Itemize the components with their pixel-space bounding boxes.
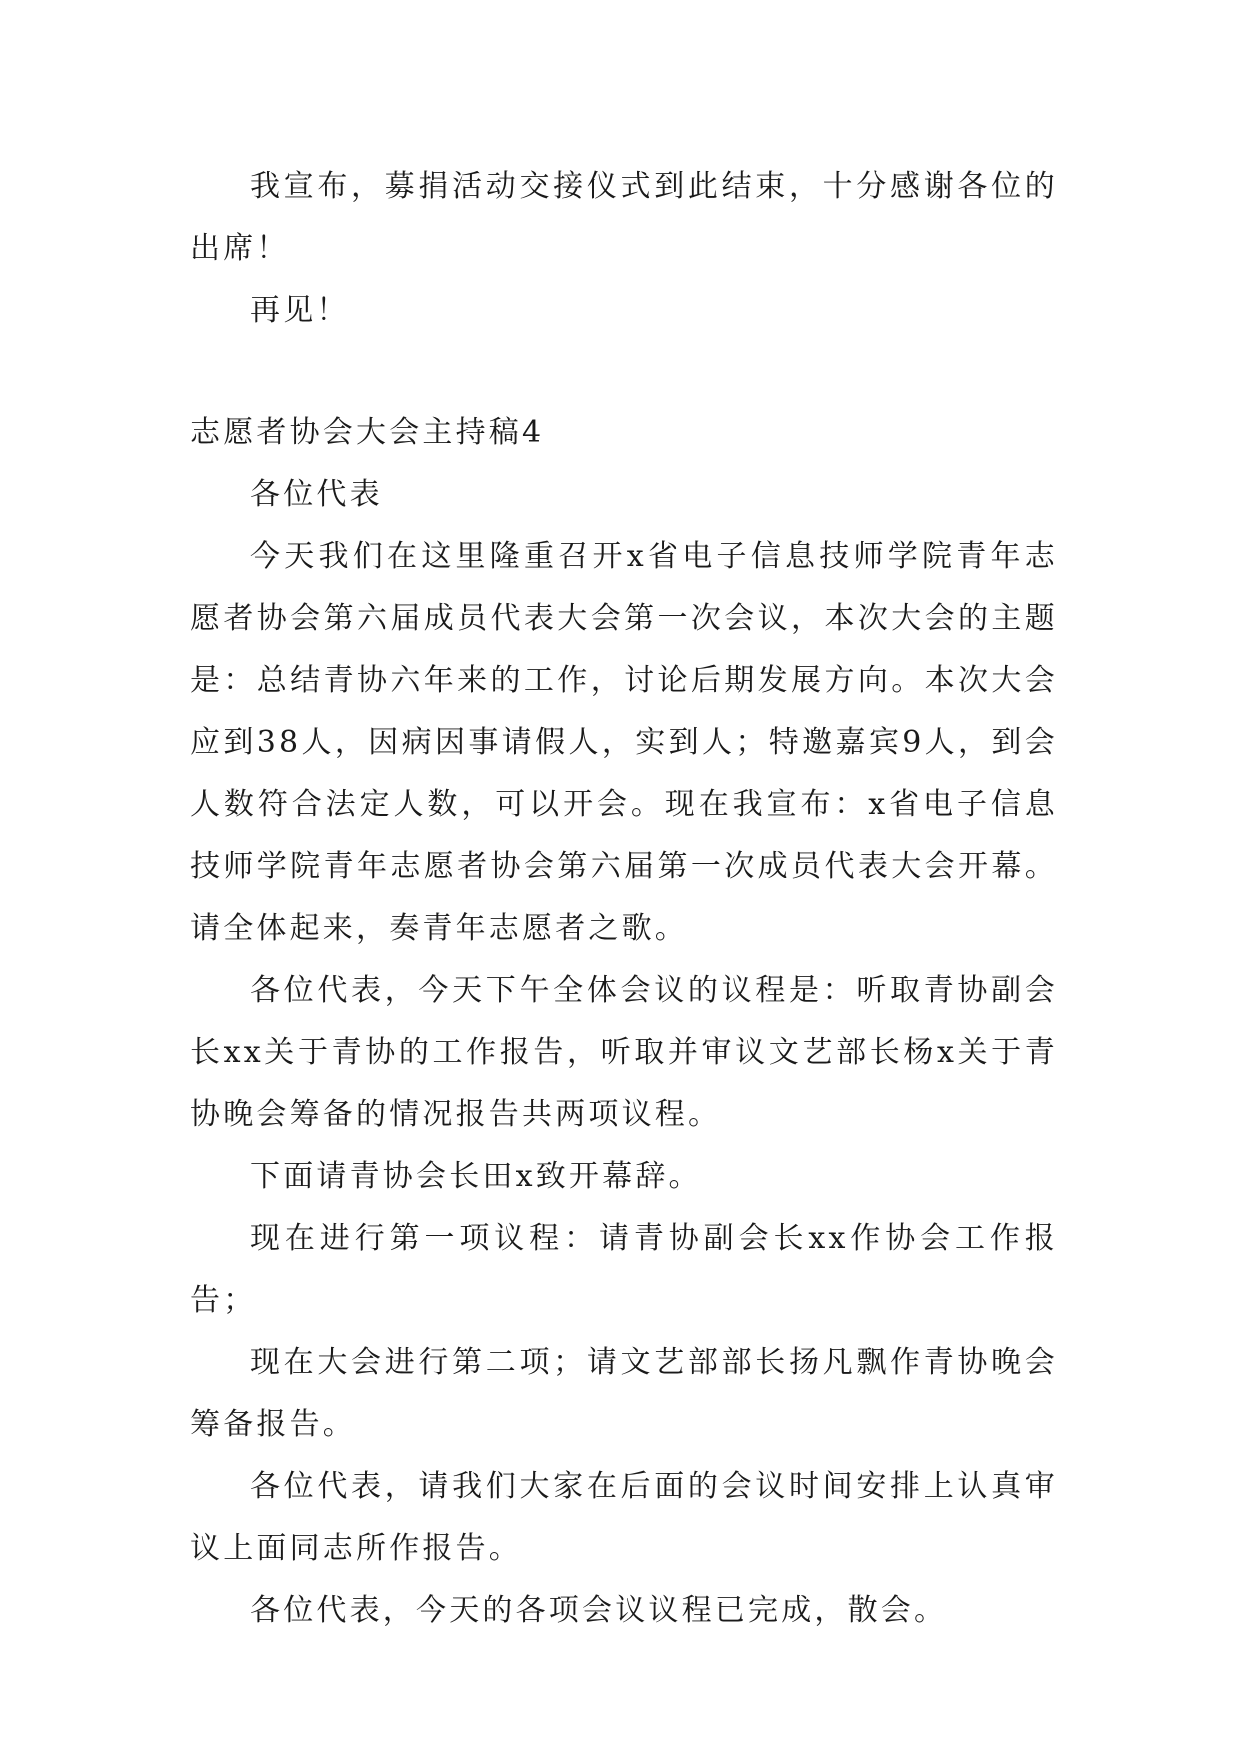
document-body [190, 156, 1058, 1642]
paragraph-closing-announcement: 我宣布，募捐活动交接仪式到此结束，十分感谢各位的出席！ [190, 169, 1058, 266]
section-title: 志愿者协会大会主持稿4 [190, 415, 545, 450]
paragraph-agenda: 各位代表，今天下午全体会议的议程是：听取青协副会长xx关于青协的工作报告，听取并审议文艺部长杨x关于青协晚会筹备的情况报告共两项议程。 [190, 973, 1058, 1132]
paragraph-adjourn: 各位代表，今天的各项会议议程已完成，散会。 [250, 1593, 948, 1628]
paragraph-salutation: 各位代表 [250, 477, 383, 512]
paragraph-second-item: 现在大会进行第二项；请文艺部部长扬凡飘作青协晚会筹备报告。 [190, 1345, 1058, 1442]
paragraph-goodbye: 再见！ [250, 293, 350, 328]
paragraph-opening-speech: 下面请青协会长田x致开幕辞。 [250, 1159, 702, 1194]
section-gap [190, 342, 1058, 394]
paragraph-first-item: 现在进行第一项议程：请青协副会长xx作协会工作报告； [190, 1221, 1058, 1318]
paragraph-opening: 今天我们在这里隆重召开x省电子信息技师学院青年志愿者协会第六届成员代表大会第一次会议，本次大会的主题是：总结青协六年来的工作，讨论后期发展方向。本次大会应到38人，因病因事请假人，实到人；特邀嘉宾9人，到会人数符合法定人数，可以开会。现在我宣布：x省电子信息技师学院青年志愿者协会第六届第一次成员代表大会开幕。请全体起来，奏青年志愿者之歌。 [190, 539, 1058, 946]
paragraph-review: 各位代表，请我们大家在后面的会议时间安排上认真审议上面同志所作报告。 [190, 1469, 1058, 1566]
